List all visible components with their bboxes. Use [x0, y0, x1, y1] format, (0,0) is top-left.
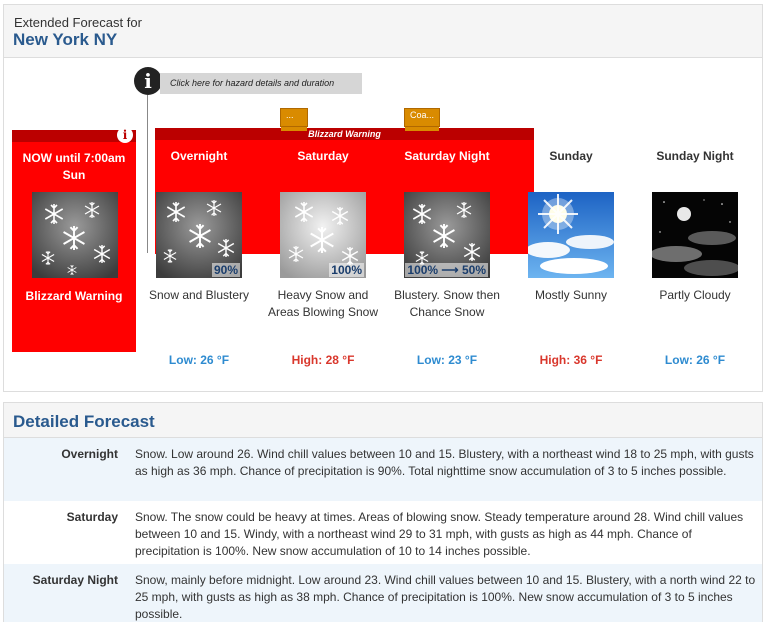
forecast-row — [4, 501, 762, 564]
precip-chance: 100% — [331, 263, 362, 277]
period-overnight[interactable] — [140, 148, 258, 304]
now-warning-label: Blizzard Warning — [25, 289, 123, 303]
now-warning-box[interactable] — [12, 130, 136, 352]
snow-icon — [32, 192, 118, 278]
precip-chance: 100% ⟶ 50% — [407, 263, 486, 277]
coastal-hazard-tag[interactable]: Coa... — [404, 108, 440, 127]
period-description: Blustery. Snow then Chance Snow — [394, 288, 500, 319]
detailed-forecast-title: Detailed Forecast — [13, 412, 155, 431]
period-saturday[interactable] — [264, 148, 382, 321]
temperature-low: Low: 26 °F — [168, 353, 230, 367]
temperature-low: Low: 23 °F — [416, 353, 478, 367]
blizzard-warning-bar[interactable]: Blizzard Warning — [155, 128, 534, 140]
now-info-icon[interactable]: i — [117, 127, 133, 143]
now-title: NOW until 7:00am Sun — [22, 151, 126, 182]
period-name: Saturday Night — [404, 149, 490, 163]
period-name: Sunday Night — [656, 149, 734, 163]
period-sunday-night[interactable] — [636, 148, 754, 304]
temperature-high: High: 36 °F — [539, 353, 603, 367]
temperature-low: Low: 26 °F — [664, 353, 726, 367]
hazard-details-link[interactable]: Click here for hazard details and duration — [160, 73, 362, 94]
period-description: Mostly Sunny — [534, 288, 608, 302]
detailed-forecast-panel — [3, 402, 763, 622]
extended-forecast-label: Extended Forecast for — [14, 15, 142, 30]
period-description: Snow and Blustery — [148, 288, 250, 302]
forecast-row-label: Saturday — [66, 510, 118, 524]
forecast-row-text: Snow. The snow could be heavy at times. Areas of blowing snow. Steady temperature around 28. Wind chill values between 10 and 15. Windy, with a northeast wind 29 to 31 mph, with gusts as high as 44 mph. Chance of precipitation is 100%. New snow accumulation of 10 to 14 inches possible. — [135, 510, 744, 558]
forecast-row — [4, 438, 762, 501]
period-sunday[interactable] — [512, 148, 630, 304]
period-name: Sunday — [549, 149, 593, 163]
sunny-icon — [528, 192, 614, 278]
forecast-row — [4, 564, 762, 622]
extended-forecast-header — [4, 5, 762, 58]
period-description: Partly Cloudy — [659, 288, 731, 302]
forecast-row-label: Saturday Night — [32, 573, 118, 587]
period-name: Overnight — [170, 149, 228, 163]
now-warning-strip — [12, 130, 136, 142]
hazard-info-icon[interactable]: i — [134, 67, 162, 95]
heavy-snow-icon — [280, 192, 366, 278]
hazard-tag[interactable]: ... — [280, 108, 308, 127]
temperature-high: High: 28 °F — [291, 353, 355, 367]
forecast-row-text: Snow. Low around 26. Wind chill values between 10 and 15. Blustery, with a northeast wind 18 to 25 mph, with gusts as high as 36 mph. Chance of precipitation is 90%. Total nighttime snow accumulation of 3 to 5 inches possible. — [135, 447, 754, 478]
detailed-forecast-header — [4, 403, 762, 438]
location-title: New York NY — [13, 30, 118, 49]
partly-cloudy-night-icon — [652, 192, 738, 278]
snow-icon — [156, 192, 242, 278]
period-description: Heavy Snow and Areas Blowing Snow — [267, 288, 379, 319]
period-name: Saturday — [297, 149, 349, 163]
precip-chance: 90% — [213, 263, 238, 277]
snow-icon — [404, 192, 490, 278]
forecast-row-label: Overnight — [61, 447, 118, 461]
period-saturday-night[interactable] — [388, 148, 506, 321]
forecast-row-text: Snow, mainly before midnight. Low around 23. Wind chill values between 10 and 15. Blustery, with a north wind 22 to 25 mph, with gusts as high as 38 mph. Chance of precipitation is 100%. New snow accumulation of 3 to 5 inches possible. — [135, 573, 756, 621]
